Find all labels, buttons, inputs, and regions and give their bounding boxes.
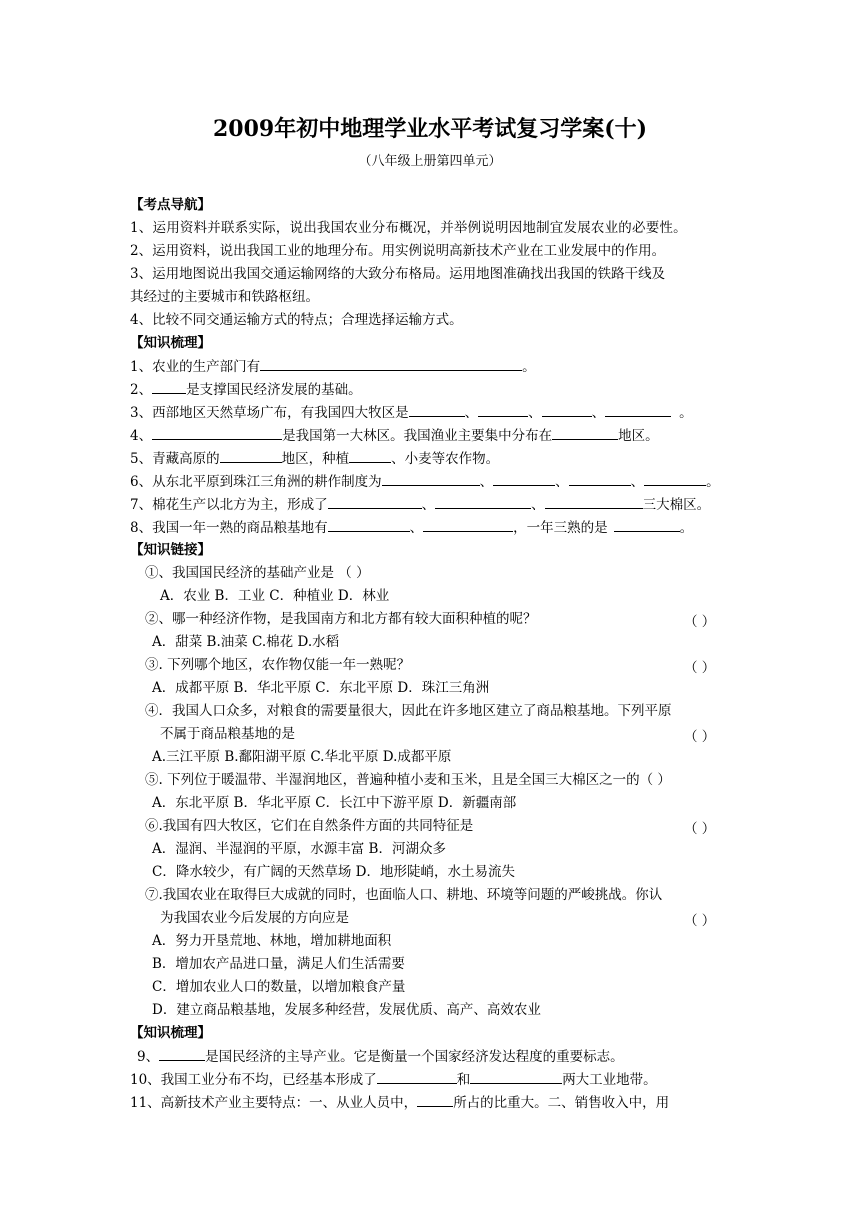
separator: 、 [409, 520, 424, 536]
answer-paren[interactable]: （ ） [684, 614, 716, 630]
answer-blank[interactable] [417, 1093, 453, 1107]
q6-end: 。 [706, 474, 720, 490]
q8-text: 8、我国一年一熟的商品粮基地有 [130, 520, 328, 536]
mcq-6-stem: ⑥.我国有四大牧区，它们在自然条件方面的共同特征是 [145, 818, 474, 834]
q11-text: 11、高新技术产业主要特点：一、从业人员中， [130, 1095, 418, 1111]
separator: 、 [531, 497, 545, 513]
q4-end: 地区。 [618, 428, 659, 444]
answer-blank[interactable] [159, 1047, 205, 1061]
shuli-q6 [130, 472, 720, 491]
shuli-q8 [130, 518, 693, 537]
separator: 、 [421, 497, 436, 513]
mcq-3-stem: ③. 下列哪个地区，农作物仅能一年一熟呢？ [145, 657, 411, 673]
q7-text: 7、棉花生产以北方为主，形成了 [130, 497, 328, 513]
mcq-6-options-ab[interactable]: A．湿润、半湿润的平原，水源丰富 B．河湖众多 [152, 841, 446, 857]
answer-blank[interactable] [260, 357, 522, 371]
kaodian-item-1: 1、运用资料并联系实际，说出我国农业分布概况，并举例说明因地制宜发展农业的必要性。 [130, 220, 687, 236]
answer-blank[interactable] [220, 449, 282, 463]
separator: 、 [464, 405, 479, 421]
mcq-4-stem-cont: 不属于商品粮基地的是 [160, 726, 295, 742]
mcq-4-options[interactable]: A.三江平原 B.鄱阳湖平原 C.华北平原 D.成都平原 [152, 749, 452, 765]
q10-text: 10、我国工业分布不均，已经基本形成了 [130, 1072, 377, 1088]
mcq-1-options[interactable]: A．农业 B．工业 C．种植业 D．林业 [160, 588, 390, 604]
q10-end: 两大工业地带。 [562, 1072, 657, 1088]
mcq-5-options[interactable]: A．东北平原 B．华北平原 C．长江中下游平原 D．新疆南部 [152, 795, 517, 811]
separator: 、 [630, 474, 645, 490]
answer-blank[interactable] [382, 472, 480, 486]
kaodian-item-3: 3、运用地图说出我国交通运输网络的大致分布格局。运用地图准确找出我国的铁路干线及 [130, 266, 666, 282]
kaodian-item-3-cont: 其经过的主要城市和铁路枢纽。 [130, 289, 319, 305]
separator: 、 [555, 474, 569, 490]
answer-paren[interactable]: （ ） [684, 821, 716, 837]
shuli-q1 [130, 357, 536, 376]
q5-text: 5、青藏高原的 [130, 451, 220, 467]
mcq-7-option-c[interactable]: C．增加农业人口的数量，以增加粮食产量 [152, 979, 406, 995]
answer-blank[interactable] [377, 1070, 457, 1084]
answer-blank[interactable] [493, 472, 555, 486]
mcq-7-stem: ⑦.我国农业在取得巨大成就的同时，也面临人口、耕地、环境等问题的严峻挑战。你认 [145, 887, 663, 903]
answer-blank[interactable] [542, 403, 592, 417]
q8-end: 。 [679, 520, 694, 536]
q1-text: 1、农业的生产部门有 [130, 359, 261, 375]
separator: 、 [479, 474, 494, 490]
answer-blank[interactable] [470, 1070, 562, 1084]
page-title: 2009年初中地理学业水平考试复习学案(十) [212, 116, 648, 142]
q1-end: 。 [522, 359, 536, 375]
mcq-2-stem: ②、哪一种经济作物，是我国南方和北方都有较大面积种植的呢？ [145, 611, 537, 627]
shuli-q3 [130, 403, 693, 422]
mcq-2-options[interactable]: A．甜菜 B.油菜 C.棉花 D.水稻 [152, 634, 340, 650]
q9-text: 是国民经济的主导产业。它是衡量一个国家经济发达程度的重要标志。 [205, 1049, 624, 1065]
shuli-q2 [130, 380, 362, 399]
section-heading-shuli: 【知识梳理】 [130, 335, 211, 351]
section-heading-kaodian: 【考点导航】 [130, 197, 211, 213]
answer-blank[interactable] [152, 426, 282, 440]
separator: 、 [591, 405, 606, 421]
answer-blank[interactable] [423, 518, 513, 532]
mcq-6-options-cd[interactable]: C．降水较少，有广阔的天然草场 D．地形陡峭，水土易流失 [152, 864, 515, 880]
shuli-q11 [130, 1093, 669, 1112]
mcq-7-stem-cont: 为我国农业今后发展的方向应是 [160, 910, 349, 926]
q6-text: 6、从东北平原到珠江三角洲的耕作制度为 [130, 474, 382, 490]
q5-end: 、小麦等农作物。 [391, 451, 500, 467]
shuli-q9 [137, 1047, 624, 1066]
answer-blank[interactable] [328, 518, 410, 532]
answer-blank[interactable] [328, 495, 422, 509]
q10-mid: 和 [456, 1072, 471, 1088]
q5-mid: 地区，种植 [281, 451, 350, 467]
answer-blank[interactable] [349, 449, 391, 463]
answer-blank[interactable] [152, 380, 186, 394]
answer-paren[interactable]: （ ） [684, 729, 716, 745]
answer-blank[interactable] [614, 518, 680, 532]
q4-text: 是我国第一大林区。我国渔业主要集中分布在 [282, 428, 553, 444]
q11-end: 所占的比重大。二、销售收入中，用 [453, 1095, 670, 1111]
shuli-q7 [130, 495, 710, 514]
answer-paren[interactable]: （ ） [684, 913, 716, 929]
answer-blank[interactable] [552, 426, 618, 440]
answer-blank[interactable] [569, 472, 631, 486]
shuli-q5 [130, 449, 499, 468]
answer-blank[interactable] [545, 495, 643, 509]
mcq-1-stem: ①、我国国民经济的基础产业是 （ ） [145, 565, 370, 581]
mcq-7-option-d[interactable]: D．建立商品粮基地，发展多种经营，发展优质、高产、高效农业 [152, 1002, 541, 1018]
q4-num: 4、 [130, 428, 153, 444]
answer-blank[interactable] [644, 472, 706, 486]
answer-blank[interactable] [605, 403, 671, 417]
q3-text: 3、西部地区天然草场广布，有我国四大牧区是 [130, 405, 409, 421]
mcq-5-stem: ⑤. 下列位于暖温带、半湿润地区，普遍种植小麦和玉米，且是全国三大棉区之一的（ ） [145, 772, 671, 788]
q2-text: 是支撑国民经济发展的基础。 [186, 382, 362, 398]
answer-blank[interactable] [478, 403, 528, 417]
q2-num: 2、 [130, 382, 153, 398]
separator: 、 [528, 405, 542, 421]
mcq-7-option-a[interactable]: A．努力开垦荒地、林地，增加耕地面积 [152, 933, 392, 949]
q9-num: 9、 [137, 1049, 160, 1065]
mcq-7-option-b[interactable]: B．增加农产品进口量，满足人们生活需要 [152, 956, 405, 972]
shuli-q4 [130, 426, 659, 445]
kaodian-item-4: 4、比较不同交通运输方式的特点；合理选择运输方式。 [130, 312, 463, 328]
mcq-3-options[interactable]: A．成都平原 B．华北平原 C．东北平原 D．珠江三角洲 [152, 680, 490, 696]
q7-end: 三大棉区。 [642, 497, 711, 513]
section-heading-shuli-2: 【知识梳理】 [130, 1025, 211, 1041]
mcq-4-stem: ④．我国人口众多，对粮食的需要量很大，因此在许多地区建立了商品粮基地。下列平原 [145, 703, 672, 719]
page-subtitle: （八年级上册第四单元） [358, 154, 502, 169]
answer-paren[interactable]: （ ） [684, 660, 716, 676]
q3-end: 。 [679, 405, 693, 421]
q8-mid: ，一年三熟的是 [513, 520, 608, 536]
answer-blank[interactable] [435, 495, 531, 509]
kaodian-item-2: 2、运用资料，说出我国工业的地理分布。用实例说明高新技术产业在工业发展中的作用。 [130, 243, 666, 259]
shuli-q10 [130, 1070, 657, 1089]
answer-blank[interactable] [409, 403, 465, 417]
section-heading-lianjie: 【知识链接】 [130, 542, 211, 558]
